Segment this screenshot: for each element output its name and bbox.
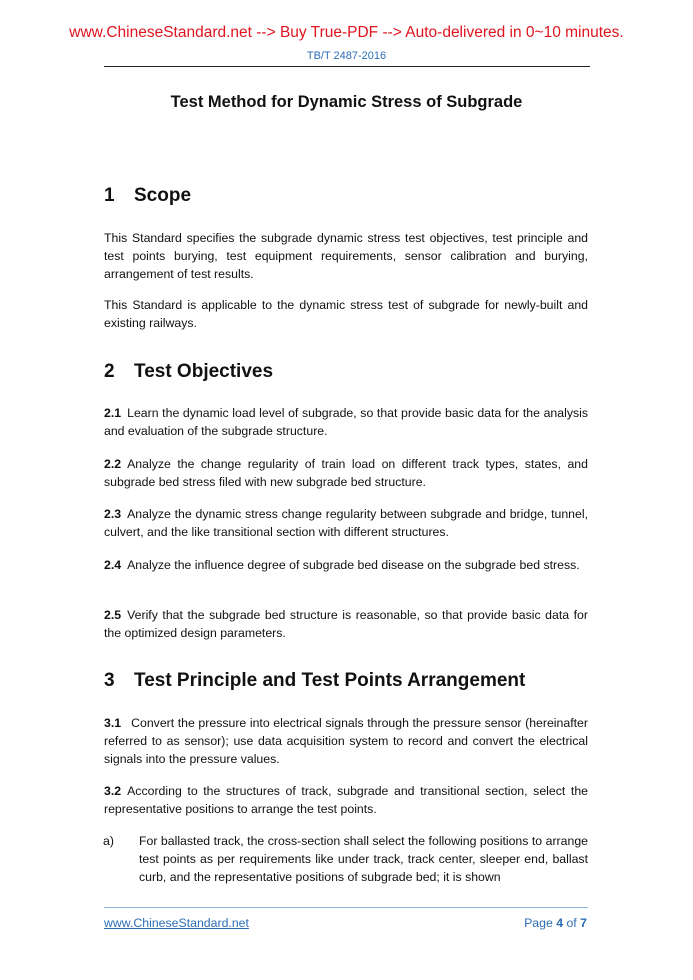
section-number: 2 [104,361,115,382]
section-heading-scope [104,185,191,207]
total-pages: 7 [580,916,587,930]
footer-website-link[interactable]: www.ChineseStandard.net [104,916,249,930]
paragraph: This Standard specifies the subgrade dynamic stress test objectives, test principle and test points burying, test equipment requirements, sensor calibration and burying, arrangement of test results. [104,231,588,281]
list-item-text: For ballasted track, the cross-section shall select the following positions to arrange test points as per requirements like under track, track center, sleeper end, ballast curb, and the representative positions of subgrade bed; it is shown [139,834,588,884]
footer-divider [104,907,588,908]
list-item [103,832,588,886]
clause-number: 3.2 [104,784,122,798]
clause-text: Convert the pressure into electrical signals through the pressure sensor (hereinafter referred to as sensor); use data acquisition system to record and convert the electrical signals into the pressure values. [104,716,588,766]
section-title: Scope [134,185,192,206]
clause-number: 2.2 [104,457,122,471]
clause-2-1 [104,404,588,440]
of-word: of [566,916,577,930]
section-number: 1 [104,185,115,206]
clause-3-1 [104,714,588,768]
clause-text: Learn the dynamic load level of subgrade, so that provide basic data for the analysis and evaluation of the subgrade structure. [104,406,588,438]
section-heading-test-principle [104,670,525,692]
section-heading-test-objectives [104,361,273,383]
clause-3-2 [104,782,588,818]
clause-number: 2.1 [104,406,122,420]
clause-2-5 [104,606,588,642]
document-title: Test Method for Dynamic Stress of Subgrade [170,93,523,111]
page-word: Page [524,916,553,930]
list-item-label: a) [103,834,114,848]
section-title: Test Objectives [134,361,274,382]
clause-text: Analyze the dynamic stress change regularity between subgrade and bridge, tunnel, culvert, and the like transitional section with different structures. [104,507,588,539]
clause-text: According to the structures of track, subgrade and transitional section, select the representative positions to arrange the test points. [104,784,588,816]
header-divider [104,66,590,67]
clause-2-3 [104,505,588,541]
clause-text: Analyze the change regularity of train load on different track types, states, and subgrade bed stress filed with new subgrade bed structure. [104,457,588,489]
clause-number: 2.5 [104,608,122,622]
purchase-banner[interactable]: www.ChineseStandard.net --> Buy True-PDF --> Auto-delivered in 0~10 minutes. [69,24,624,41]
clause-number: 2.4 [104,558,122,572]
paragraph: This Standard is applicable to the dynamic stress test of subgrade for newly-built and existing railways. [104,298,588,330]
clause-text: Verify that the subgrade bed structure is reasonable, so that provide basic data for the optimized design parameters. [104,608,588,640]
clause-text: Analyze the influence degree of subgrade bed disease on the subgrade bed stress. [127,558,580,572]
clause-number: 3.1 [104,716,122,730]
clause-2-4 [104,556,588,574]
section-title: Test Principle and Test Points Arrangement [134,670,526,691]
section-number: 3 [104,670,115,691]
current-page: 4 [556,916,564,930]
clause-number: 2.3 [104,507,122,521]
document-number: TB/T 2487-2016 [306,50,387,62]
clause-2-2 [104,455,588,491]
page-indicator [524,916,587,930]
